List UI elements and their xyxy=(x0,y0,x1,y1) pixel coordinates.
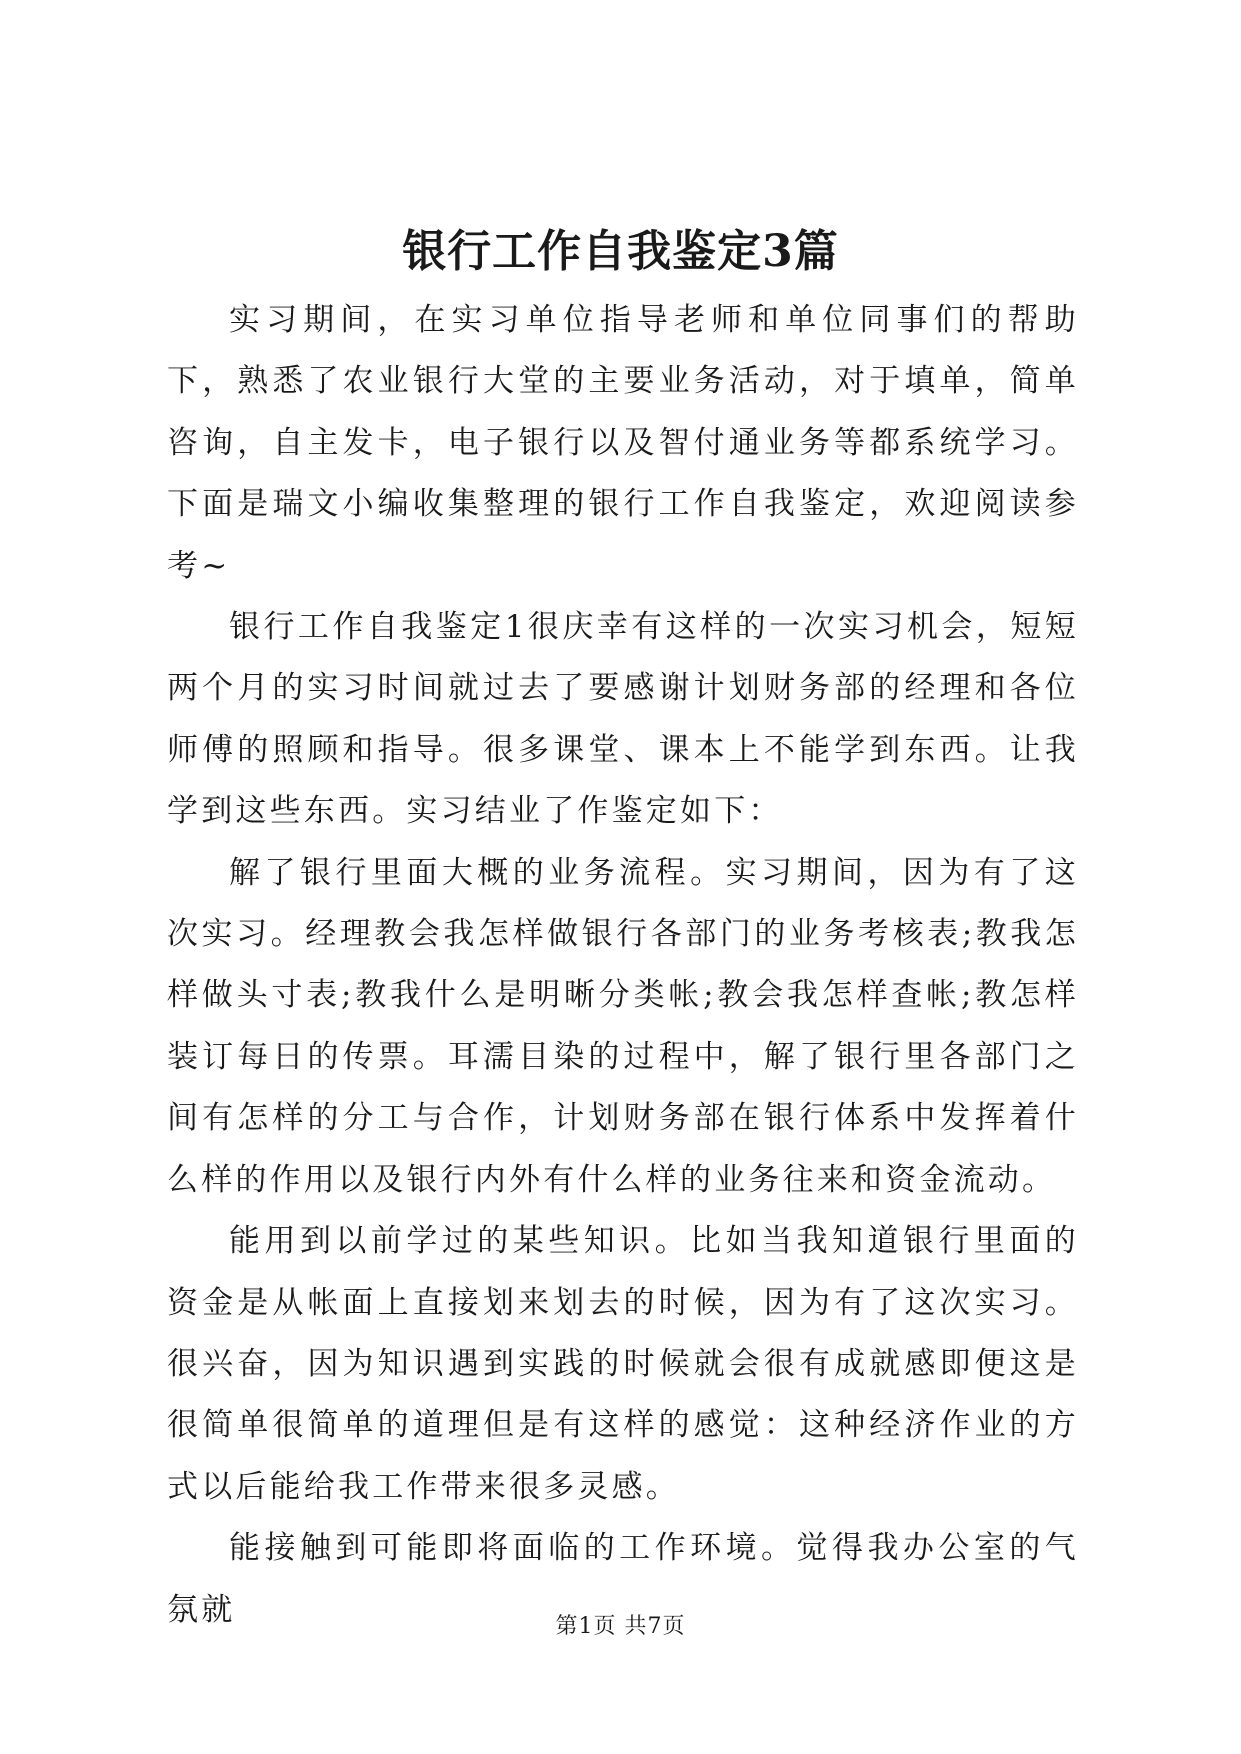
paragraph-intro: 实习期间，在实习单位指导老师和单位同事们的帮助下，熟悉了农业银行大堂的主要业务活动，对于填单，简单咨询，自主发卡，电子银行以及智付通业务等都系统学习。下面是瑞文小编收集整理的银行工作自我鉴定，欢迎阅读参考~ xyxy=(167,302,1079,584)
paragraph-appraisal-1: 银行工作自我鉴定1很庆幸有这样的一次实习机会，短短两个月的实习时间就过去了要感谢计划财务部的经理和各位师傅的照顾和指导。很多课堂、课本上不能学到东西。让我学到这些东西。实习结业了作鉴定如下： xyxy=(167,609,1079,830)
page-number-footer: 第1页 共7页 xyxy=(555,1614,686,1639)
document-title: 银行工作自我鉴定3篇 xyxy=(402,226,839,277)
document-body xyxy=(167,290,1079,1641)
paragraph-work-environment: 能接触到可能即将面临的工作环境。觉得我办公室的气氛就 xyxy=(167,1530,1079,1628)
paragraph-knowledge-use: 能用到以前学过的某些知识。比如当我知道银行里面的资金是从帐面上直接划来划去的时候，因为有了这次实习。很兴奋，因为知识遇到实践的时候就会很有成就感即便这是很简单很简单的道理但是有这样的感觉：这种经济作业的方式以后能给我工作带来很多灵感。 xyxy=(167,1223,1079,1505)
paragraph-business-process: 解了银行里面大概的业务流程。实习期间，因为有了这次实习。经理教会我怎样做银行各部门的业务考核表;教我怎样做头寸表;教我什么是明晰分类帐;教会我怎样查帐;教怎样装订每日的传票。耳濡目染的过程中，解了银行里各部门之间有怎样的分工与合作，计划财务部在银行体系中发挥着什么样的作用以及银行内外有什么样的业务往来和资金流动。 xyxy=(167,854,1079,1198)
